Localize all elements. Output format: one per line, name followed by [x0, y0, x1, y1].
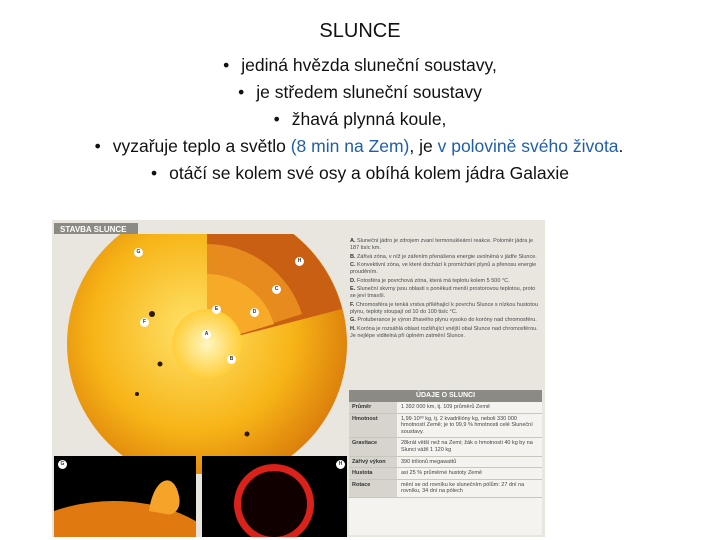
bullet-list	[0, 52, 720, 187]
table-row: Gravitace 28krát větší než na Zemi; žák o hmotnosti 40 kg by na Slunci vážil 1 120 kg	[349, 438, 542, 456]
corona-image	[202, 456, 347, 537]
sunspot	[158, 362, 163, 367]
legend-item: H. Koróna je rozsáhlá oblast rozšiřující vnější obal Slunce nad chromosférou. Je nejlépe viditelná při úplném zatmění Slunce.	[350, 325, 538, 339]
bullet-text: je středem sluneční soustavy	[256, 82, 482, 102]
table-row: Rotace mění se od rovníku ke slunečním pólům: 27 dní na rovníku, 34 dní na pólech	[349, 480, 542, 498]
bullet-item	[0, 160, 720, 187]
sun-cutaway-illustration	[52, 234, 352, 474]
label-badge: G	[58, 460, 67, 469]
bullet-text-mid: , je	[409, 136, 438, 156]
legend-item: C. Konvektivní zóna, ve které dochází k promíchání plynů a přenosu energie prouděním.	[350, 262, 537, 275]
label-badge: A	[202, 330, 211, 339]
label-badge: D	[250, 308, 259, 317]
bullet-text-pre: vyzařuje teplo a světlo	[112, 136, 291, 156]
bullet-text: žhavá plynná koule,	[291, 109, 447, 129]
legend-item: F. Chromosféra je tenká vrstva přiléhající k povrchu Slunce s nízkou hustotou plynu, teploty stoupají od 10 do 100 tisíc °C.	[350, 301, 539, 315]
sun-core	[172, 309, 242, 379]
table-row: Zářivý výkon 390 trilionů megawattů	[349, 457, 542, 469]
eclipse-disc	[241, 471, 307, 537]
sunspot	[135, 392, 139, 396]
bullet-dot: •	[273, 109, 280, 129]
bullet-text-post: .	[618, 136, 624, 156]
table-title: ÚDAJE O SLUNCI	[349, 390, 542, 402]
label-badge: F	[140, 318, 149, 327]
figure-header: STAVBA SLUNCE	[54, 223, 138, 236]
bullet-item	[0, 106, 720, 133]
slide-title: SLUNCE	[319, 20, 401, 42]
legend-item: A. Sluneční jádro je zdrojem zvaní termonukleární reakce. Poloměr jádra je 187 tisíc km.	[350, 238, 534, 251]
prominence-photo	[54, 456, 196, 537]
bullet-dot: •	[238, 82, 245, 102]
bullet-dot: •	[94, 136, 101, 156]
bullet-item	[0, 52, 720, 79]
bullet-dot: •	[223, 55, 230, 75]
label-badge: H	[336, 460, 345, 469]
highlight-travel-time: (8 min na Zem)	[290, 136, 410, 156]
prominence-image	[54, 456, 196, 537]
bullet-text: jediná hvězda sluneční soustavy,	[241, 55, 497, 75]
label-badge: G	[134, 248, 143, 257]
sunspot	[245, 432, 250, 437]
label-badge: B	[227, 355, 236, 364]
corona-photo	[202, 456, 347, 537]
label-badge: E	[212, 305, 221, 314]
highlight-life-half: v polovině svého života	[437, 136, 619, 156]
figure-legend	[350, 238, 540, 341]
label-badge: H	[295, 257, 304, 266]
sun-structure-figure	[52, 220, 545, 537]
table-row: Hmotnost 1,99·10³⁰ kg, tj. 2 kvadrilióny kg, neboli 330 000 hmotností Země; je to 99,9 % hmotnosti celé Sluneční soustavy.	[349, 414, 542, 439]
bullet-text: otáčí se kolem své osy a obíhá kolem jádra Galaxie	[169, 163, 569, 183]
legend-item: D. Fotosféra je povrchová zóna, která má teplotu kolem 5 500 °C.	[350, 277, 510, 284]
bullet-item	[0, 133, 720, 160]
bullet-item	[0, 79, 720, 106]
legend-item: G. Protuberance je výron žhavého plynu vysoko do koróny nad chromosféru.	[350, 317, 537, 323]
label-badge: C	[272, 285, 281, 294]
sun-data-table	[349, 390, 542, 535]
legend-item: B. Zářivá zóna, v níž je zářením přenášena energie uvolněná v jádře Slunce.	[350, 253, 537, 260]
table-row: Průměr 1 392 000 km, tj. 109 průměrů Země	[349, 402, 542, 414]
sunspot	[149, 311, 155, 317]
legend-item: E. Sluneční skvrny jsou oblasti s poněkud menší prostorovou teplotou, proto se jeví tmavší.	[350, 286, 536, 299]
table-row: Hustota asi 25 % průměrné hustoty Země	[349, 468, 542, 480]
bullet-dot: •	[151, 163, 158, 183]
